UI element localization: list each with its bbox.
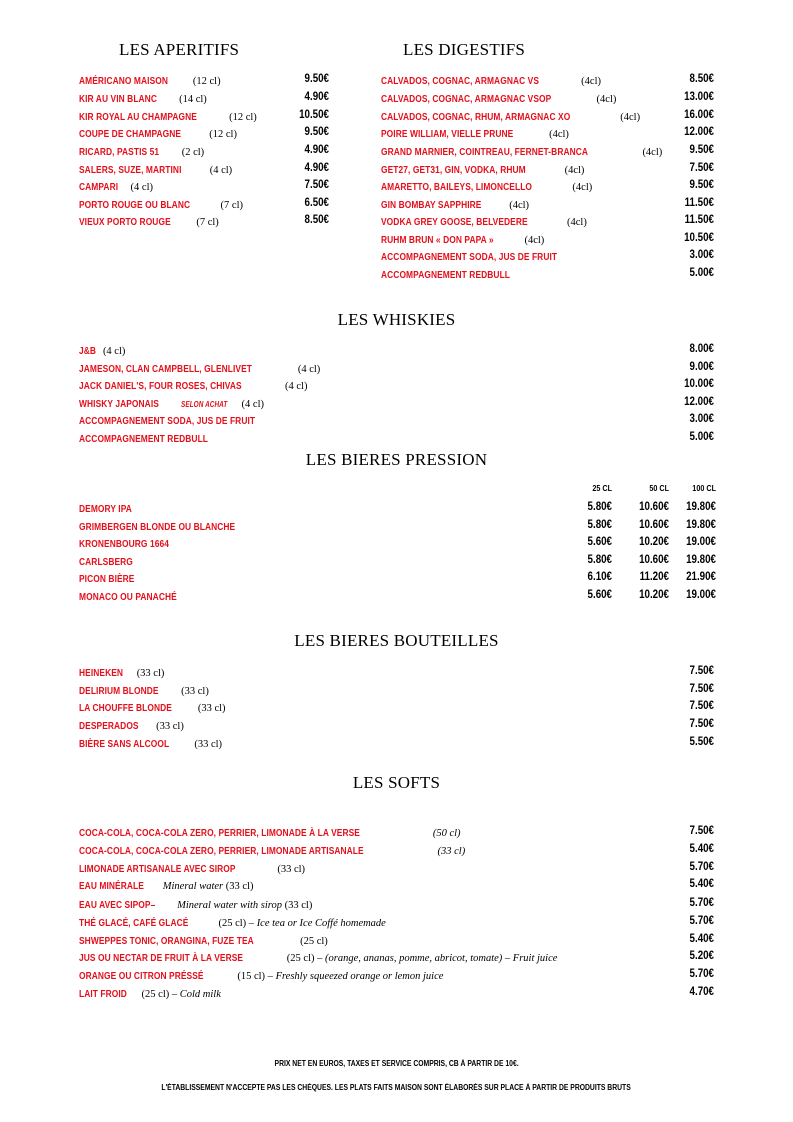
item-name: EAU AVEC SIPOP– <box>79 899 156 911</box>
bouteilles-heading: LES BIERES BOUTEILLES <box>294 631 499 650</box>
item-detail: (33 cl) <box>274 864 306 875</box>
item-name: ORANGE OU CITRON PRÉSSÉ <box>79 970 204 982</box>
item-price: 9.50€ <box>689 144 714 156</box>
item-detail-after: (33 cl) <box>282 900 313 911</box>
list-item <box>381 160 584 177</box>
item-detail: (33 cl) <box>153 721 184 732</box>
item-name: JUS OU NECTAR DE FRUIT À LA VERSE <box>79 952 244 964</box>
item-name: LA CHOUFFE BLONDE <box>79 702 172 714</box>
item-price: 5.70€ <box>689 861 714 873</box>
item-detail-plain: (25 cl) – <box>138 989 180 1000</box>
item-detail <box>430 828 460 839</box>
item-detail <box>284 953 557 964</box>
item-detail: (4 cl) <box>100 346 126 357</box>
item-name: DESPERADOS <box>79 720 139 732</box>
aperitifs-heading: LES APERITIFS <box>119 40 240 59</box>
item-name: GRAND MARNIER, COINTREAU, FERNET-BRANCA <box>381 146 589 158</box>
column-header-50cl: 50 CL <box>649 483 669 493</box>
item-price: 5.50€ <box>689 736 714 748</box>
table-row <box>79 534 191 551</box>
price-25cl: 5.80€ <box>587 519 612 531</box>
item-name: POIRE WILLIAM, VIELLE PRUNE <box>381 128 514 140</box>
item-detail-italic: Freshly squeezed orange or lemon juice <box>275 971 444 982</box>
item-name: COCA-COLA, COCA-COLA ZERO, PERRIER, LIMONADE ARTISANALE <box>79 845 364 857</box>
item-name: RICARD, PASTIS 51 <box>79 146 160 158</box>
item-name: JACK DANIEL'S, FOUR ROSES, CHIVAS <box>79 380 242 392</box>
item-price: 6.50€ <box>304 197 329 209</box>
footer-note-prices <box>0 1059 793 1068</box>
item-name: CALVADOS, COGNAC, ARMAGNAC VS <box>381 75 540 87</box>
price-25cl: 5.60€ <box>587 536 612 548</box>
item-price: 11.50€ <box>684 214 714 226</box>
item-name: MONACO OU PANACHÉ <box>79 591 177 603</box>
list-item <box>79 160 232 177</box>
item-price: 7.50€ <box>689 683 714 695</box>
item-name: J&B <box>79 345 97 357</box>
item-price: 4.90€ <box>304 162 329 174</box>
price-25cl: 6.10€ <box>587 571 612 583</box>
list-item <box>381 142 662 159</box>
list-item <box>79 177 153 194</box>
pression-heading: LES BIERES PRESSION <box>305 450 488 469</box>
item-price: 4.70€ <box>689 986 714 998</box>
item-price: 5.70€ <box>689 915 714 927</box>
table-row <box>79 552 146 569</box>
table-row <box>79 499 145 516</box>
item-name: PORTO ROUGE OU BLANC <box>79 199 191 211</box>
list-item <box>79 212 219 229</box>
list-item <box>79 142 204 159</box>
item-price: 16.00€ <box>684 109 714 121</box>
item-name: ACCOMPAGNEMENT REDBULL <box>79 433 208 445</box>
item-name: KIR ROYAL AU CHAMPAGNE <box>79 111 197 123</box>
item-price: 5.00€ <box>689 267 714 279</box>
item-price: 5.70€ <box>689 968 714 980</box>
list-item <box>79 948 557 965</box>
footer-line-2: L'ÉTABLISSEMENT N'ACCEPTE PAS LES CHÈQUES. LES PLATS FAITS MAISON SONT ÉLABORÉS SUR PLACE À PARTIR DE PRODUITS BRUTS <box>161 1083 632 1092</box>
item-name: GIN BOMBAY SAPPHIRE <box>381 199 482 211</box>
item-detail: (14 cl) <box>176 94 207 105</box>
item-name: WHISKY JAPONAIS <box>79 398 159 410</box>
list-item <box>79 107 257 124</box>
item-detail-italic: Ice tea or Ice Coffé homemade <box>256 918 386 929</box>
item-name: ACCOMPAGNEMENT SODA, JUS DE FRUIT <box>79 415 256 427</box>
list-item <box>79 394 264 411</box>
item-detail-italic: (orange, ananas, pomme, abricot, tomate) – Fruit juice <box>324 953 558 964</box>
item-price: 5.00€ <box>689 431 714 443</box>
list-item <box>79 663 164 680</box>
item-name: AMARETTO, BAILEYS, LIMONCELLO <box>381 181 533 193</box>
table-row <box>79 569 148 586</box>
price-100cl: 19.00€ <box>686 536 716 548</box>
item-name: BIÈRE SANS ALCOOL <box>79 738 170 750</box>
item-detail <box>160 881 253 892</box>
list-item <box>79 429 240 446</box>
item-detail: (25 cl) <box>297 936 328 947</box>
item-price: 11.50€ <box>684 197 714 209</box>
item-price: 12.00€ <box>684 126 714 138</box>
item-price: 3.00€ <box>689 249 714 261</box>
item-detail-italic: (33 cl) <box>434 846 466 857</box>
item-detail: (33 cl) <box>178 686 209 697</box>
item-name: DELIRIUM BLONDE <box>79 685 159 697</box>
item-name: THÉ GLACÉ, CAFÉ GLACÉ <box>79 917 189 929</box>
item-name: CARLSBERG <box>79 556 133 568</box>
item-detail: (4 cl) <box>207 165 233 176</box>
item-price: 10.00€ <box>684 378 714 390</box>
price-100cl: 19.80€ <box>686 501 716 513</box>
item-price: 3.00€ <box>689 413 714 425</box>
item-price: 4.90€ <box>304 91 329 103</box>
digestifs-heading: LES DIGESTIFS <box>403 40 526 59</box>
item-detail: (4cl) <box>521 235 545 246</box>
item-price: 7.50€ <box>689 700 714 712</box>
item-price: 7.50€ <box>689 162 714 174</box>
column-header-25cl: 25 CL <box>592 483 612 493</box>
softs-heading: LES SOFTS <box>352 773 441 792</box>
list-item <box>79 859 305 876</box>
item-price: 9.50€ <box>304 73 329 85</box>
item-price: 4.90€ <box>304 144 329 156</box>
item-name: LAIT FROID <box>79 988 127 1000</box>
item-price: 7.50€ <box>689 825 714 837</box>
item-detail: (4cl) <box>578 76 601 87</box>
item-detail: (4cl) <box>506 200 530 211</box>
item-note: SELON ACHAT <box>180 400 228 409</box>
item-detail-plain: (15 cl) – <box>234 971 276 982</box>
item-name: ACCOMPAGNEMENT REDBULL <box>381 269 510 281</box>
item-detail: (2 cl) <box>179 147 205 158</box>
item-price: 9.00€ <box>689 361 714 373</box>
item-name: GET27, GET31, GIN, VODKA, RHUM <box>381 164 526 176</box>
item-detail: (4cl) <box>639 147 663 158</box>
item-price: 8.50€ <box>304 214 329 226</box>
price-100cl: 19.80€ <box>686 519 716 531</box>
item-detail: (12 cl) <box>206 129 237 140</box>
list-item <box>79 195 243 212</box>
list-item <box>381 195 529 212</box>
table-row <box>79 517 274 534</box>
item-name: GRIMBERGEN BLONDE OU BLANCHE <box>79 521 236 533</box>
item-name: COUPE DE CHAMPAGNE <box>79 128 182 140</box>
item-detail: (12 cl) <box>190 76 221 87</box>
list-item <box>79 376 307 393</box>
item-detail-italic: (50 cl) <box>430 828 461 839</box>
list-item <box>381 265 542 282</box>
price-50cl: 10.20€ <box>639 536 669 548</box>
item-detail: (4 cl) <box>282 381 308 392</box>
list-item <box>381 124 569 141</box>
item-detail: (4cl) <box>564 217 587 228</box>
item-name: VODKA GREY GOOSE, BELVEDERE <box>381 216 528 228</box>
whiskies-heading: LES WHISKIES <box>337 310 456 329</box>
price-50cl: 10.60€ <box>639 519 669 531</box>
item-price: 7.50€ <box>689 665 714 677</box>
list-item <box>381 71 601 88</box>
item-price: 9.50€ <box>304 126 329 138</box>
item-price: 9.50€ <box>689 179 714 191</box>
list-item <box>381 247 601 264</box>
item-detail <box>216 918 386 929</box>
list-item <box>381 89 616 106</box>
item-price: 5.20€ <box>689 950 714 962</box>
list-item <box>79 89 207 106</box>
item-price: 5.40€ <box>689 933 714 945</box>
item-price: 10.50€ <box>684 232 714 244</box>
item-name: KIR AU VIN BLANC <box>79 93 157 105</box>
list-item <box>79 716 184 733</box>
list-item <box>79 698 226 715</box>
item-detail <box>139 989 221 1000</box>
price-50cl: 10.60€ <box>639 554 669 566</box>
item-name: COCA-COLA, COCA-COLA ZERO, PERRIER, LIMONADE À LA VERSE <box>79 827 360 839</box>
item-price: 5.70€ <box>689 897 714 909</box>
item-detail-italic: Cold milk <box>179 989 221 1000</box>
item-name: CALVADOS, COGNAC, RHUM, ARMAGNAC XO <box>381 111 571 123</box>
item-detail: (33 cl) <box>191 739 223 750</box>
price-100cl: 19.80€ <box>686 554 716 566</box>
price-25cl: 5.60€ <box>587 589 612 601</box>
item-detail-italic: Mineral water with sirop <box>174 900 282 911</box>
item-detail: (4 cl) <box>127 182 153 193</box>
item-price: 10.50€ <box>299 109 329 121</box>
footer-line-1: PRIX NET EN EUROS, TAXES ET SERVICE COMPRIS, CB À PARTIR DE 10€. <box>274 1059 519 1068</box>
list-item <box>79 359 320 376</box>
item-detail: (4cl) <box>593 94 617 105</box>
price-50cl: 10.60€ <box>639 501 669 513</box>
footer-note-policy <box>0 1083 793 1092</box>
item-detail-plain: (25 cl) – <box>284 953 325 964</box>
item-detail: (4cl) <box>617 112 641 123</box>
item-detail-italic: Mineral water <box>160 881 224 892</box>
item-detail <box>174 900 312 911</box>
item-name: KRONENBOURG 1664 <box>79 538 169 550</box>
item-detail: (4cl) <box>546 129 569 140</box>
list-item <box>79 681 209 698</box>
price-100cl: 21.90€ <box>686 571 716 583</box>
item-detail: (7 cl) <box>217 200 243 211</box>
item-name: EAU MINÉRALE <box>79 880 144 892</box>
list-item <box>79 341 125 358</box>
item-detail: (4 cl) <box>238 399 264 410</box>
list-item <box>79 823 461 840</box>
list-item <box>79 931 328 948</box>
item-detail: (4cl) <box>569 182 593 193</box>
item-detail: (33 cl) <box>195 703 226 714</box>
list-item <box>79 411 299 428</box>
item-price: 7.50€ <box>689 718 714 730</box>
table-row <box>79 587 201 604</box>
list-item <box>79 124 237 141</box>
item-price: 5.40€ <box>689 878 714 890</box>
item-detail: (4cl) <box>561 165 585 176</box>
list-item <box>381 107 640 124</box>
price-50cl: 11.20€ <box>639 571 669 583</box>
item-name: AMÉRICANO MAISON <box>79 75 169 87</box>
price-100cl: 19.00€ <box>686 589 716 601</box>
item-name: JAMESON, CLAN CAMPBELL, GLENLIVET <box>79 363 252 375</box>
item-name: DEMORY IPA <box>79 503 132 515</box>
item-name: CAMPARI <box>79 181 119 193</box>
item-name: HEINEKEN <box>79 667 124 679</box>
item-name: VIEUX PORTO ROUGE <box>79 216 171 228</box>
price-50cl: 10.20€ <box>639 589 669 601</box>
list-item <box>79 734 222 751</box>
item-name: PICON BIÈRE <box>79 573 135 585</box>
price-25cl: 5.80€ <box>587 554 612 566</box>
list-item <box>79 71 221 88</box>
item-price: 8.00€ <box>689 343 714 355</box>
item-detail <box>435 846 465 857</box>
item-price: 5.40€ <box>689 843 714 855</box>
list-item <box>381 212 587 229</box>
list-item <box>79 913 386 930</box>
item-name: RUHM BRUN « DON PAPA » <box>381 234 494 246</box>
item-detail-plain: (25 cl) – <box>215 918 257 929</box>
list-item <box>381 177 592 194</box>
item-name: SHWEPPES TONIC, ORANGINA, FUZE TEA <box>79 935 254 947</box>
item-name: LIMONADE ARTISANALE AVEC SIROP <box>79 863 236 875</box>
item-detail: (33 cl) <box>134 668 165 679</box>
item-detail <box>235 971 444 982</box>
item-name: CALVADOS, COGNAC, ARMAGNAC VSOP <box>381 93 552 105</box>
item-price: 12.00€ <box>684 396 714 408</box>
item-detail: (7 cl) <box>193 217 219 228</box>
list-item <box>79 895 312 912</box>
item-detail: (12 cl) <box>226 112 257 123</box>
item-name: SALERS, SUZE, MARTINI <box>79 164 182 176</box>
price-25cl: 5.80€ <box>587 501 612 513</box>
list-item <box>79 984 221 1001</box>
list-item <box>79 966 443 983</box>
list-item <box>79 841 465 858</box>
item-detail-after: (33 cl) <box>223 881 254 892</box>
list-item <box>381 230 544 247</box>
item-price: 7.50€ <box>304 179 329 191</box>
item-name: ACCOMPAGNEMENT SODA, JUS DE FRUIT <box>381 251 558 263</box>
item-detail: (4 cl) <box>295 364 321 375</box>
column-header-100cl: 100 CL <box>692 483 716 493</box>
item-price: 8.50€ <box>689 73 714 85</box>
list-item <box>79 876 253 893</box>
item-price: 13.00€ <box>684 91 714 103</box>
